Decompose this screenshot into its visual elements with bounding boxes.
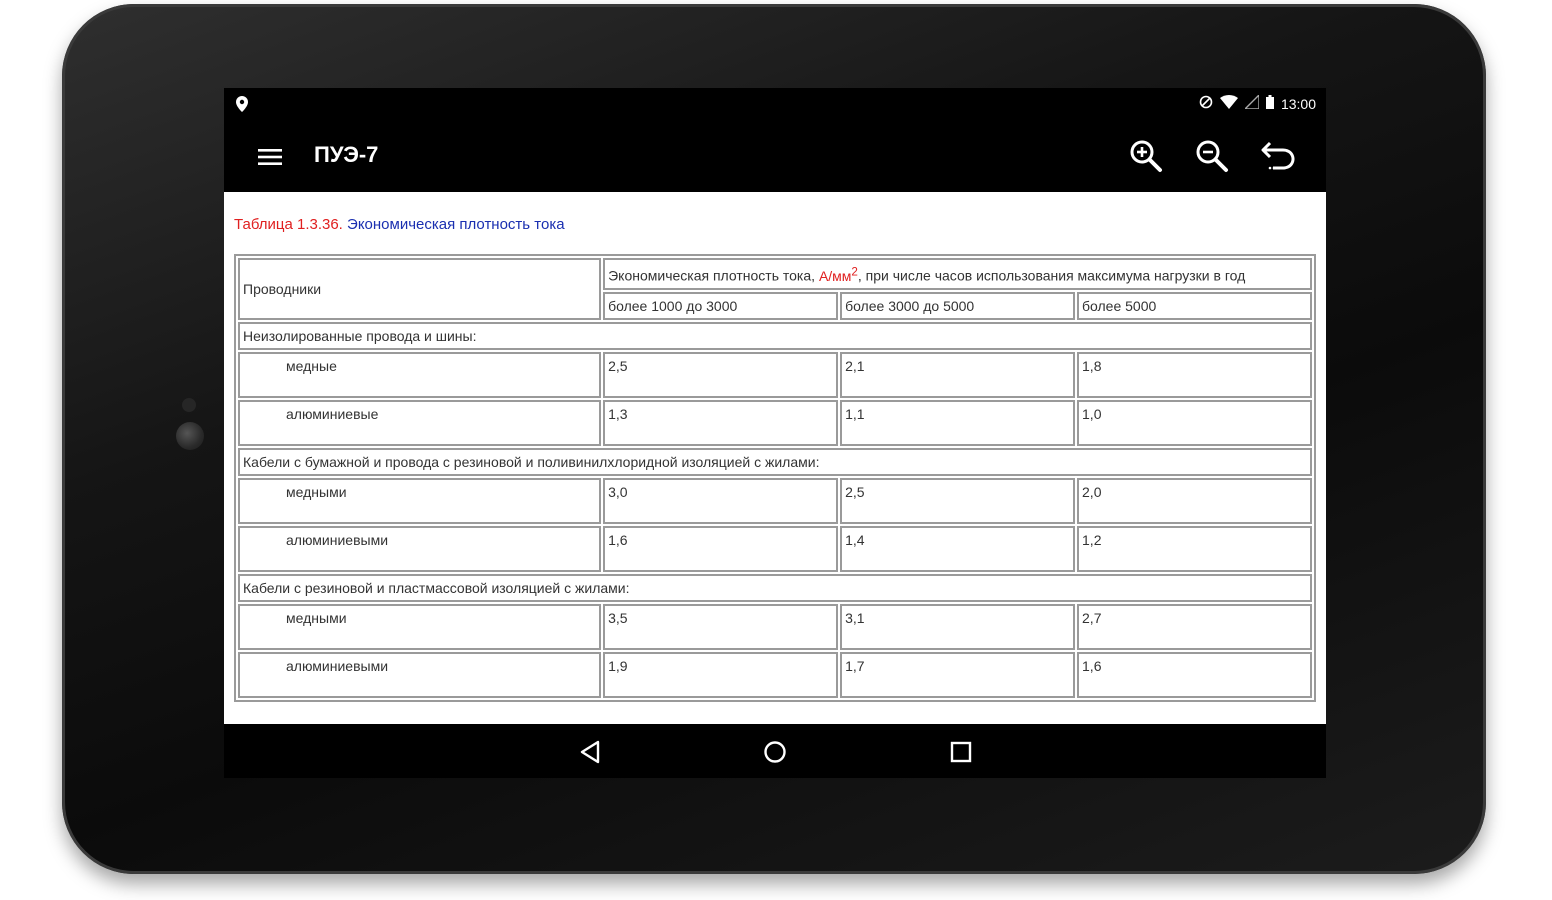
sub-header: более 5000 (1077, 292, 1312, 320)
section-row (238, 322, 1312, 350)
row-label: алюминиевыми (238, 652, 601, 698)
zoom-out-icon[interactable] (1192, 136, 1232, 176)
alarm-icon (1199, 95, 1213, 112)
menu-icon[interactable] (252, 142, 288, 172)
sub-header: более 1000 до 3000 (603, 292, 838, 320)
table-cell: 1,6 (603, 526, 838, 572)
status-bar (224, 88, 1326, 120)
table-cell: 1,0 (1077, 400, 1312, 446)
column-group-header (603, 258, 1312, 290)
table-cell: 1,6 (1077, 652, 1312, 698)
sensor-dot (182, 398, 196, 412)
app-title: ПУЭ-7 (314, 142, 379, 167)
location-icon (236, 96, 248, 116)
front-camera (176, 422, 204, 450)
status-time: 13:00 (1280, 95, 1316, 112)
table-row (238, 652, 1312, 698)
table-cell: 3,5 (603, 604, 838, 650)
row-label: медные (238, 352, 601, 398)
caption-name: Экономическая плотность тока (347, 216, 565, 233)
battery-icon (1266, 95, 1274, 112)
table-cell: 1,4 (840, 526, 1075, 572)
caption-number: Таблица 1.3.36. (234, 216, 343, 233)
section-row (238, 574, 1312, 602)
app-toolbar (224, 120, 1326, 192)
table-cell: 2,7 (1077, 604, 1312, 650)
signal-icon (1245, 95, 1259, 112)
table-cell: 1,1 (840, 400, 1075, 446)
table-row (238, 478, 1312, 524)
row-label: медными (238, 604, 601, 650)
back-nav-icon[interactable] (576, 738, 604, 766)
status-icons (1199, 95, 1316, 112)
table-header-row (238, 258, 1312, 290)
table-row (238, 526, 1312, 572)
device-screen (224, 88, 1326, 778)
column-header-conductors: Проводники (238, 258, 601, 320)
table-row (238, 604, 1312, 650)
back-icon[interactable] (1258, 136, 1298, 176)
recents-icon[interactable] (947, 738, 975, 766)
row-label: медными (238, 478, 601, 524)
table-caption (234, 216, 565, 233)
system-nav-bar (224, 724, 1326, 778)
sub-header: более 3000 до 5000 (840, 292, 1075, 320)
section-title: Кабели с бумажной и провода с резиновой и поливинилхлоридной изоляцией с жилами: (238, 448, 1312, 476)
table-cell: 1,3 (603, 400, 838, 446)
table-cell: 1,7 (840, 652, 1075, 698)
table-row (238, 352, 1312, 398)
table-cell: 2,5 (603, 352, 838, 398)
group-header-prefix: Экономическая плотность тока, (608, 267, 816, 284)
current-density-table (234, 254, 1316, 702)
section-row (238, 448, 1312, 476)
table-cell: 2,5 (840, 478, 1075, 524)
document-content (224, 192, 1326, 724)
toolbar-actions (1126, 136, 1298, 176)
table-cell: 1,9 (603, 652, 838, 698)
home-icon[interactable] (761, 738, 789, 766)
table-cell: 2,1 (840, 352, 1075, 398)
table-cell: 3,1 (840, 604, 1075, 650)
row-label: алюминиевыми (238, 526, 601, 572)
section-title: Неизолированные провода и шины: (238, 322, 1312, 350)
row-label: алюминиевые (238, 400, 601, 446)
zoom-in-icon[interactable] (1126, 136, 1166, 176)
table-cell: 3,0 (603, 478, 838, 524)
table-row (238, 400, 1312, 446)
table-cell: 1,2 (1077, 526, 1312, 572)
group-header-unit: $А/мм^2$ (818, 265, 858, 284)
group-header-suffix: , при числе часов использования максимума нагрузки в год (857, 267, 1246, 284)
section-title: Кабели с резиновой и пластмассовой изоляцией с жилами: (238, 574, 1312, 602)
table-cell: 2,0 (1077, 478, 1312, 524)
table-cell: 1,8 (1077, 352, 1312, 398)
wifi-icon (1220, 95, 1238, 112)
